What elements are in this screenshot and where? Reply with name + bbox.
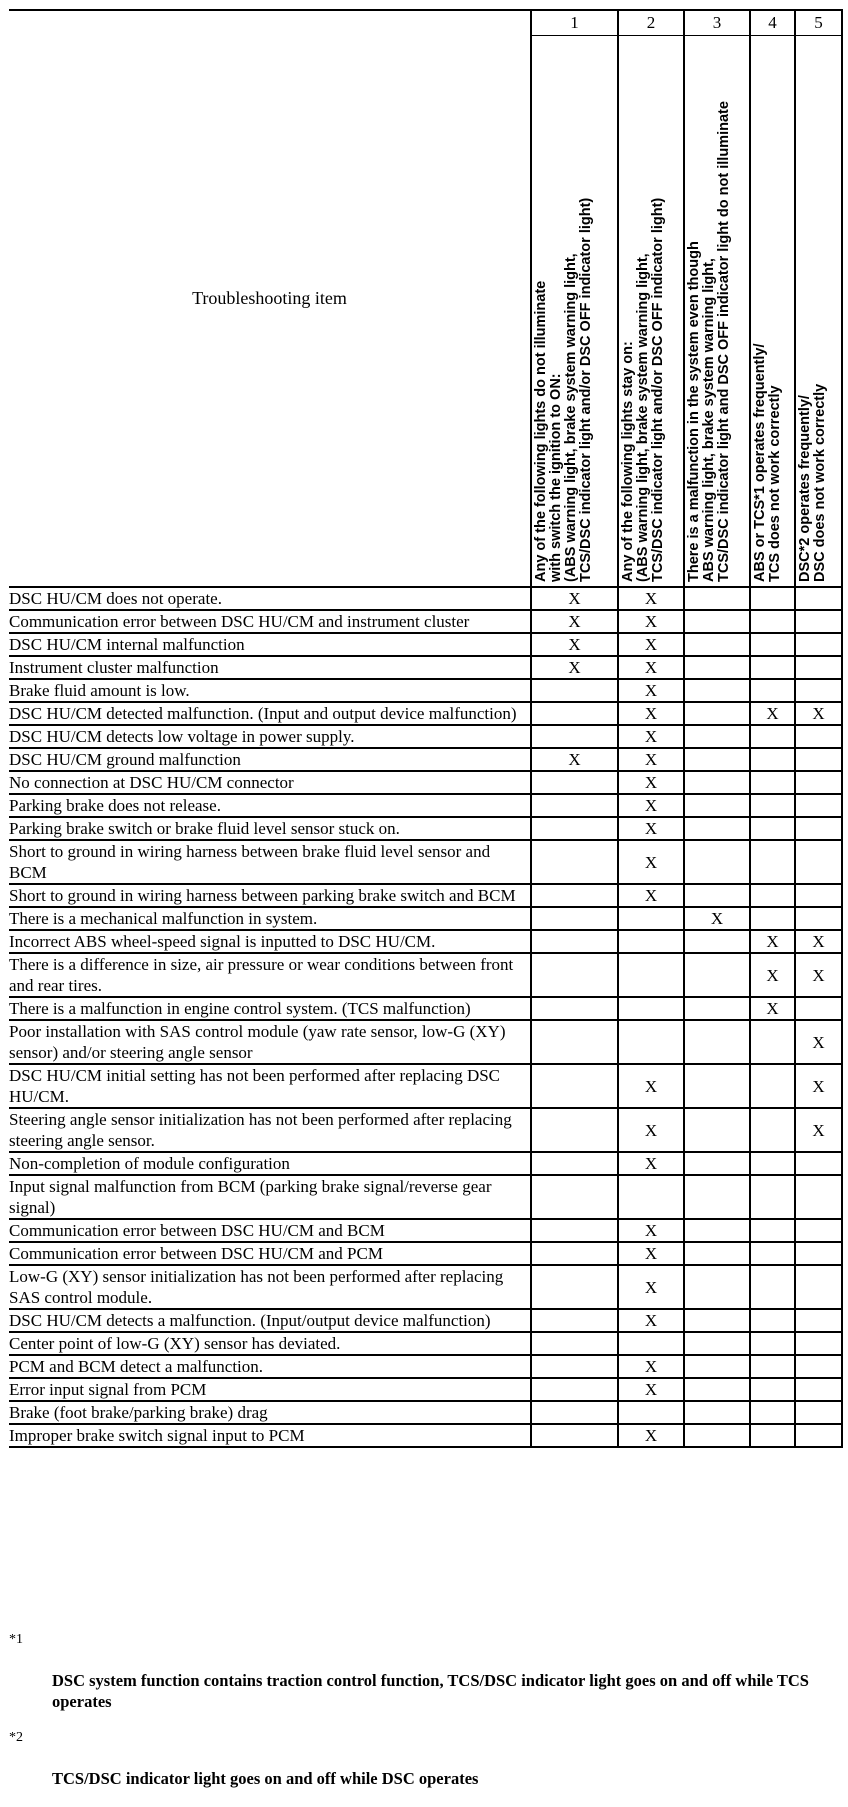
symptom-mark-col-4	[750, 633, 795, 656]
troubleshooting-item: DSC HU/CM detects a malfunction. (Input/output device malfunction)	[9, 1309, 531, 1332]
symptom-mark-col-1	[531, 1219, 618, 1242]
table-row	[9, 794, 842, 817]
symptom-mark-col-3	[684, 794, 750, 817]
symptom-mark-col-2	[618, 1175, 684, 1219]
table-row	[9, 656, 842, 679]
symptom-mark-col-4	[750, 1064, 795, 1108]
column-header-line: DSC*2 operates frequently/	[797, 395, 813, 582]
symptom-mark-col-1	[531, 1064, 618, 1108]
symptom-mark-col-5	[795, 1242, 842, 1265]
symptom-mark-col-2	[618, 1332, 684, 1355]
table-row	[9, 953, 842, 997]
table-row	[9, 997, 842, 1020]
symptom-mark-col-3	[684, 1401, 750, 1424]
symptom-mark-col-5: X	[795, 1064, 842, 1108]
symptom-mark-col-5	[795, 884, 842, 907]
table-row	[9, 1152, 842, 1175]
table-row	[9, 771, 842, 794]
column-header-1	[531, 36, 618, 588]
column-header-line: TCS/DSC indicator light and/or DSC OFF indicator light)	[650, 197, 666, 582]
symptom-mark-col-4	[750, 1265, 795, 1309]
symptom-mark-col-5	[795, 840, 842, 884]
footnote-text-1: DSC system function contains traction control function, TCS/DSC indicator light goes on and off while TCS operates	[52, 1671, 809, 1711]
symptom-mark-col-3	[684, 1020, 750, 1064]
symptom-mark-col-2	[618, 907, 684, 930]
symptom-mark-col-1	[531, 1309, 618, 1332]
symptom-mark-col-3	[684, 1332, 750, 1355]
symptom-mark-col-2	[618, 997, 684, 1020]
footnote-text-2: TCS/DSC indicator light goes on and off while DSC operates	[52, 1769, 479, 1788]
symptom-mark-col-2: X	[618, 679, 684, 702]
symptom-mark-col-2	[618, 930, 684, 953]
symptom-mark-col-3	[684, 725, 750, 748]
symptom-mark-col-4: X	[750, 997, 795, 1020]
symptom-mark-col-5	[795, 1309, 842, 1332]
troubleshooting-item: PCM and BCM detect a malfunction.	[9, 1355, 531, 1378]
troubleshooting-item: Improper brake switch signal input to PCM	[9, 1424, 531, 1447]
symptom-mark-col-4: X	[750, 930, 795, 953]
symptom-mark-col-1	[531, 1424, 618, 1447]
symptom-mark-col-3	[684, 884, 750, 907]
symptom-mark-col-4: X	[750, 953, 795, 997]
troubleshooting-item: No connection at DSC HU/CM connector	[9, 771, 531, 794]
table-row	[9, 748, 842, 771]
troubleshooting-item-header: Troubleshooting item	[9, 10, 531, 587]
column-header-5	[795, 36, 842, 588]
symptom-mark-col-1	[531, 771, 618, 794]
troubleshooting-item: Brake fluid amount is low.	[9, 679, 531, 702]
troubleshooting-item: Short to ground in wiring harness between parking brake switch and BCM	[9, 884, 531, 907]
troubleshooting-item: Steering angle sensor initialization has not been performed after replacing steering angle sensor.	[9, 1108, 531, 1152]
symptom-mark-col-3	[684, 679, 750, 702]
symptom-mark-col-1	[531, 1265, 618, 1309]
troubleshooting-item: Error input signal from PCM	[9, 1378, 531, 1401]
symptom-mark-col-2: X	[618, 1424, 684, 1447]
symptom-mark-col-5: X	[795, 1020, 842, 1064]
symptom-mark-col-2: X	[618, 1309, 684, 1332]
symptom-mark-col-5	[795, 997, 842, 1020]
symptom-mark-col-4	[750, 1152, 795, 1175]
symptom-mark-col-3	[684, 610, 750, 633]
symptom-mark-col-5: X	[795, 930, 842, 953]
symptom-mark-col-4	[750, 1401, 795, 1424]
column-header-line: (ABS warning light, brake system warning light,	[563, 253, 579, 582]
troubleshooting-item: Communication error between DSC HU/CM and BCM	[9, 1219, 531, 1242]
table-row	[9, 1309, 842, 1332]
symptom-mark-col-1	[531, 1378, 618, 1401]
troubleshooting-item: Brake (foot brake/parking brake) drag	[9, 1401, 531, 1424]
symptom-mark-col-5	[795, 817, 842, 840]
symptom-mark-col-1	[531, 679, 618, 702]
symptom-mark-col-3	[684, 1265, 750, 1309]
table-row	[9, 1020, 842, 1064]
symptom-mark-col-5	[795, 587, 842, 610]
symptom-mark-col-2: X	[618, 1108, 684, 1152]
symptom-mark-col-3	[684, 587, 750, 610]
symptom-mark-col-1: X	[531, 587, 618, 610]
symptom-mark-col-2: X	[618, 1355, 684, 1378]
troubleshooting-item: Poor installation with SAS control module (yaw rate sensor, low-G (XY) sensor) and/or steering angle sensor	[9, 1020, 531, 1064]
symptom-mark-col-4	[750, 725, 795, 748]
troubleshooting-item: There is a difference in size, air pressure or wear conditions between front and rear tires.	[9, 953, 531, 997]
symptom-mark-col-2: X	[618, 1064, 684, 1108]
column-header-line: DSC does not work correctly	[812, 383, 828, 582]
table-row	[9, 1424, 842, 1447]
table-row	[9, 1332, 842, 1355]
column-header-2	[618, 36, 684, 588]
symptom-mark-col-4	[750, 1309, 795, 1332]
symptom-mark-col-3: X	[684, 907, 750, 930]
symptom-mark-col-1	[531, 1355, 618, 1378]
table-row	[9, 817, 842, 840]
troubleshooting-item: Parking brake does not release.	[9, 794, 531, 817]
symptom-mark-col-1	[531, 953, 618, 997]
column-header-3	[684, 36, 750, 588]
symptom-mark-col-4	[750, 817, 795, 840]
symptom-mark-col-3	[684, 1152, 750, 1175]
troubleshooting-item: Short to ground in wiring harness between brake fluid level sensor and BCM	[9, 840, 531, 884]
column-number-4: 4	[750, 10, 795, 36]
column-header-line: ABS or TCS*1 operates frequently/	[752, 343, 768, 582]
column-header-line: ABS warning light, brake system warning light,	[701, 258, 717, 582]
symptom-mark-col-5	[795, 1152, 842, 1175]
symptom-mark-col-1	[531, 702, 618, 725]
symptom-mark-col-4	[750, 1242, 795, 1265]
table-row	[9, 1242, 842, 1265]
symptom-mark-col-2: X	[618, 725, 684, 748]
symptom-mark-col-3	[684, 656, 750, 679]
table-row	[9, 587, 842, 610]
symptom-mark-col-4: X	[750, 702, 795, 725]
column-header-line: TCS does not work correctly	[767, 385, 783, 582]
symptom-mark-col-1	[531, 1020, 618, 1064]
symptom-mark-col-2: X	[618, 1219, 684, 1242]
symptom-mark-col-4	[750, 587, 795, 610]
symptom-mark-col-3	[684, 1355, 750, 1378]
table-row	[9, 1401, 842, 1424]
symptom-mark-col-3	[684, 1219, 750, 1242]
symptom-mark-col-3	[684, 771, 750, 794]
symptom-mark-col-2: X	[618, 702, 684, 725]
symptom-mark-col-5	[795, 1265, 842, 1309]
symptom-mark-col-3	[684, 953, 750, 997]
symptom-mark-col-5	[795, 610, 842, 633]
troubleshooting-item: There is a mechanical malfunction in system.	[9, 907, 531, 930]
table-row	[9, 610, 842, 633]
table-header	[9, 10, 842, 587]
troubleshooting-item: DSC HU/CM detected malfunction. (Input and output device malfunction)	[9, 702, 531, 725]
symptom-mark-col-4	[750, 1175, 795, 1219]
table-row	[9, 1378, 842, 1401]
symptom-mark-col-4	[750, 794, 795, 817]
symptom-mark-col-1	[531, 817, 618, 840]
symptom-mark-col-2: X	[618, 748, 684, 771]
symptom-mark-col-4	[750, 1108, 795, 1152]
symptom-mark-col-3	[684, 1175, 750, 1219]
troubleshooting-item: Communication error between DSC HU/CM and PCM	[9, 1242, 531, 1265]
symptom-mark-col-1	[531, 840, 618, 884]
symptom-mark-col-2: X	[618, 1265, 684, 1309]
symptom-mark-col-5	[795, 771, 842, 794]
troubleshooting-table-container	[9, 9, 843, 1448]
symptom-mark-col-4	[750, 679, 795, 702]
column-number-3: 3	[684, 10, 750, 36]
table-row	[9, 907, 842, 930]
symptom-mark-col-5	[795, 679, 842, 702]
table-row	[9, 840, 842, 884]
symptom-mark-col-2	[618, 953, 684, 997]
symptom-mark-col-3	[684, 1108, 750, 1152]
troubleshooting-item: DSC HU/CM does not operate.	[9, 587, 531, 610]
symptom-mark-col-1	[531, 884, 618, 907]
symptom-mark-col-5	[795, 794, 842, 817]
column-header-line: There is a malfunction in the system even though	[686, 241, 702, 582]
symptom-mark-col-2: X	[618, 1378, 684, 1401]
symptom-mark-col-5	[795, 748, 842, 771]
symptom-mark-col-1	[531, 930, 618, 953]
table-row	[9, 1175, 842, 1219]
column-number-1: 1	[531, 10, 618, 36]
symptom-mark-col-3	[684, 748, 750, 771]
symptom-mark-col-4	[750, 1424, 795, 1447]
symptom-mark-col-3	[684, 1424, 750, 1447]
footnotes	[9, 1632, 829, 1807]
symptom-mark-col-2: X	[618, 587, 684, 610]
symptom-mark-col-1	[531, 1108, 618, 1152]
troubleshooting-item: DSC HU/CM detects low voltage in power supply.	[9, 725, 531, 748]
symptom-mark-col-1	[531, 794, 618, 817]
symptom-mark-col-5	[795, 725, 842, 748]
column-header-4	[750, 36, 795, 588]
symptom-mark-col-2: X	[618, 1152, 684, 1175]
symptom-mark-col-1	[531, 1242, 618, 1265]
symptom-mark-col-4	[750, 771, 795, 794]
symptom-mark-col-5	[795, 1378, 842, 1401]
symptom-mark-col-2: X	[618, 656, 684, 679]
troubleshooting-item: Incorrect ABS wheel-speed signal is inputted to DSC HU/CM.	[9, 930, 531, 953]
symptom-mark-col-4	[750, 1219, 795, 1242]
troubleshooting-item: Communication error between DSC HU/CM and instrument cluster	[9, 610, 531, 633]
troubleshooting-item: Center point of low-G (XY) sensor has deviated.	[9, 1332, 531, 1355]
column-header-line: (ABS warning light, brake system warning light,	[635, 253, 651, 582]
column-header-line: TCS/DSC indicator light and/or DSC OFF indicator light)	[578, 197, 594, 582]
symptom-mark-col-5: X	[795, 702, 842, 725]
troubleshooting-item: Low-G (XY) sensor initialization has not been performed after replacing SAS control module.	[9, 1265, 531, 1309]
symptom-mark-col-4	[750, 1355, 795, 1378]
symptom-mark-col-5	[795, 633, 842, 656]
symptom-mark-col-2: X	[618, 633, 684, 656]
table-row	[9, 633, 842, 656]
troubleshooting-item: Instrument cluster malfunction	[9, 656, 531, 679]
symptom-mark-col-3	[684, 997, 750, 1020]
column-header-line: with switch the ignition to ON:	[548, 373, 564, 582]
symptom-mark-col-2: X	[618, 884, 684, 907]
symptom-mark-col-4	[750, 656, 795, 679]
symptom-mark-col-3	[684, 1064, 750, 1108]
symptom-mark-col-1	[531, 907, 618, 930]
troubleshooting-item: DSC HU/CM internal malfunction	[9, 633, 531, 656]
column-header-line: Any of the following lights stay on:	[620, 341, 636, 582]
symptom-mark-col-5	[795, 1355, 842, 1378]
symptom-mark-col-5	[795, 1219, 842, 1242]
table-row	[9, 1219, 842, 1242]
footnote-ref-1: *1	[9, 1632, 23, 1647]
symptom-mark-col-4	[750, 840, 795, 884]
symptom-mark-col-5	[795, 1401, 842, 1424]
table-body	[9, 587, 842, 1447]
troubleshooting-item: Parking brake switch or brake fluid level sensor stuck on.	[9, 817, 531, 840]
symptom-mark-col-3	[684, 1378, 750, 1401]
symptom-mark-col-1: X	[531, 633, 618, 656]
symptom-mark-col-1	[531, 1401, 618, 1424]
symptom-mark-col-4	[750, 748, 795, 771]
symptom-mark-col-4	[750, 1020, 795, 1064]
symptom-mark-col-2: X	[618, 610, 684, 633]
symptom-mark-col-1	[531, 997, 618, 1020]
troubleshooting-item: Input signal malfunction from BCM (parking brake signal/reverse gear signal)	[9, 1175, 531, 1219]
symptom-mark-col-1	[531, 725, 618, 748]
table-row	[9, 1265, 842, 1309]
symptom-mark-col-2: X	[618, 840, 684, 884]
table-row	[9, 725, 842, 748]
table-row	[9, 679, 842, 702]
symptom-mark-col-2	[618, 1020, 684, 1064]
symptom-mark-col-5	[795, 1332, 842, 1355]
troubleshooting-table	[9, 9, 843, 1448]
symptom-mark-col-4	[750, 1378, 795, 1401]
symptom-mark-col-4	[750, 610, 795, 633]
symptom-mark-col-1: X	[531, 610, 618, 633]
symptom-mark-col-1	[531, 1152, 618, 1175]
symptom-mark-col-2: X	[618, 817, 684, 840]
column-number-2: 2	[618, 10, 684, 36]
symptom-mark-col-1	[531, 1332, 618, 1355]
symptom-mark-col-3	[684, 817, 750, 840]
table-row	[9, 1355, 842, 1378]
footnote-ref-2: *2	[9, 1730, 23, 1745]
symptom-mark-col-3	[684, 1242, 750, 1265]
column-header-line: TCS/DSC indicator light and DSC OFF indicator light do not illuminate	[716, 101, 732, 582]
symptom-mark-col-2: X	[618, 794, 684, 817]
symptom-mark-col-1	[531, 1175, 618, 1219]
symptom-mark-col-5: X	[795, 1108, 842, 1152]
symptom-mark-col-4	[750, 884, 795, 907]
symptom-mark-col-4	[750, 907, 795, 930]
symptom-mark-col-5	[795, 1424, 842, 1447]
table-row	[9, 702, 842, 725]
troubleshooting-item: There is a malfunction in engine control system. (TCS malfunction)	[9, 997, 531, 1020]
symptom-mark-col-5: X	[795, 953, 842, 997]
table-row	[9, 930, 842, 953]
column-number-5: 5	[795, 10, 842, 36]
symptom-mark-col-3	[684, 930, 750, 953]
troubleshooting-item: DSC HU/CM initial setting has not been performed after replacing DSC HU/CM.	[9, 1064, 531, 1108]
column-header-line: Any of the following lights do not illuminate	[533, 280, 549, 582]
symptom-mark-col-1: X	[531, 748, 618, 771]
symptom-mark-col-4	[750, 1332, 795, 1355]
symptom-mark-col-2: X	[618, 1242, 684, 1265]
symptom-mark-col-5	[795, 1175, 842, 1219]
symptom-mark-col-5	[795, 907, 842, 930]
table-row	[9, 1108, 842, 1152]
symptom-mark-col-5	[795, 656, 842, 679]
symptom-mark-col-1: X	[531, 656, 618, 679]
symptom-mark-col-3	[684, 633, 750, 656]
symptom-mark-col-3	[684, 1309, 750, 1332]
troubleshooting-item: Non-completion of module configuration	[9, 1152, 531, 1175]
symptom-mark-col-2: X	[618, 771, 684, 794]
symptom-mark-col-3	[684, 702, 750, 725]
symptom-mark-col-2	[618, 1401, 684, 1424]
table-row	[9, 884, 842, 907]
table-row	[9, 1064, 842, 1108]
troubleshooting-item: DSC HU/CM ground malfunction	[9, 748, 531, 771]
symptom-mark-col-3	[684, 840, 750, 884]
